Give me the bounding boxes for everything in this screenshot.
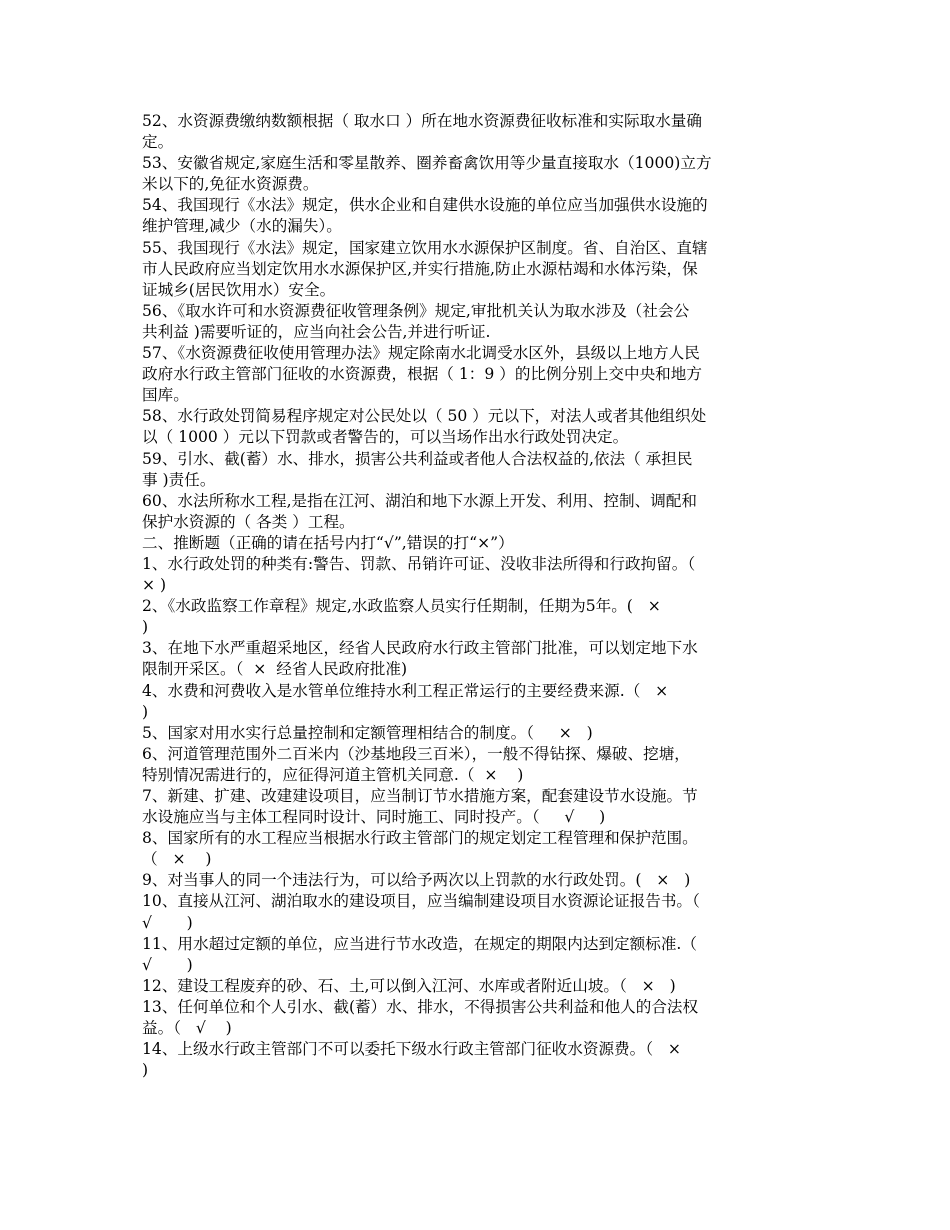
- question-item: [142, 934, 814, 976]
- text-line: 水设施应当与主体工程同时设计、同时施工、同时投产。（ √ ): [142, 808, 606, 827]
- question-item: [142, 596, 814, 638]
- question-item: [142, 638, 814, 680]
- text-line: （ × ): [142, 850, 212, 869]
- text-line: × ): [142, 576, 167, 595]
- question-item: [142, 723, 814, 744]
- text-line: 8、国家所有的水工程应当根据水行政主管部门的规定划定工程管理和保护范围。: [142, 829, 698, 848]
- text-line: 13、任何单位和个人引水、截(蓄）水、排水，不得损害公共利益和他人的合法权: [142, 997, 699, 1016]
- text-line: 益。（ √ ): [142, 1019, 232, 1038]
- text-line: 国库。: [142, 386, 189, 405]
- text-line: 政府水行政主管部门征收的水资源费，根据（ 1：9 ）的比例分别上交中央和地方: [142, 365, 702, 384]
- text-line: 定。: [142, 133, 174, 152]
- question-item: [142, 533, 814, 554]
- text-line: 7、新建、扩建、改建建设项目，应当制订节水措施方案，配套建设节水设施。节: [142, 787, 698, 805]
- text-line: 5、国家对用水实行总量控制和定额管理相结合的制度。（ × ): [142, 723, 593, 742]
- question-item: [142, 744, 814, 786]
- question-item: [142, 238, 814, 301]
- text-line: 11、用水超过定额的单位，应当进行节水改造，在规定的期限内达到定额标准.（: [142, 934, 697, 953]
- text-line: 60、水法所称水工程,是指在江河、湖泊和地下水源上开发、利用、控制、调配和: [142, 491, 697, 510]
- question-item: [142, 301, 814, 343]
- text-line: 10、直接从江河、湖泊取水的建设项目，应当编制建设项目水资源论证报告书。（: [142, 892, 700, 911]
- text-line: 58、水行政处罚简易程序规定对公民处以（ 50 ）元以下，对法人或者其他组织处: [142, 407, 707, 426]
- text-line: 事 )责任。: [142, 470, 216, 489]
- text-line: 57、《水资源费征收使用管理办法》规定除南水北调受水区外，县级以上地方人民: [142, 344, 700, 363]
- text-line: 保护水资源的（ 各类 ）工程。: [142, 512, 355, 531]
- text-line: 维护管理,减少（水的漏失）。: [142, 217, 342, 236]
- question-item: [142, 891, 814, 933]
- question-item: [142, 406, 814, 448]
- question-item: [142, 681, 814, 723]
- text-line: 二、推断题（正确的请在括号内打“√”,错误的打“×”）: [142, 533, 514, 552]
- text-line: 52、水资源费缴纳数额根据（ 取水口 ）所在地水资源费征收标准和实际取水量确: [142, 112, 702, 130]
- text-line: 以（ 1000 ）元以下罚款或者警告的，可以当场作出水行政处罚决定。: [142, 428, 629, 447]
- text-line: 证城乡(居民饮用水）安全。: [142, 280, 336, 299]
- question-item: [142, 153, 814, 195]
- question-item: [142, 491, 814, 533]
- text-line: 2、《水政监察工作章程》规定,水政监察人员实行任期制，任期为5年。( ×: [142, 597, 661, 616]
- question-item: [142, 195, 814, 237]
- text-line: ): [142, 618, 149, 637]
- document-body: [142, 111, 814, 1081]
- question-item: [142, 1039, 814, 1081]
- question-item: [142, 343, 814, 406]
- question-item: [142, 449, 814, 491]
- text-line: 59、引水、截(蓄）水、排水，损害公共利益或者他人合法权益的,依法（ 承担民: [142, 449, 693, 468]
- text-line: 特别情况需进行的，应征得河道主管机关同意.（ × ): [142, 765, 524, 784]
- text-line: 米以下的,免征水资源费。: [142, 175, 319, 194]
- text-line: 56、《取水许可和水资源费征收管理条例》规定,审批机关认为取水涉及（社会公: [142, 301, 690, 320]
- text-line: 3、在地下水严重超采地区，经省人民政府水行政主管部门批准，可以划定地下水: [142, 639, 698, 658]
- question-item: [142, 870, 814, 891]
- question-item: [142, 828, 814, 870]
- text-line: 共利益 )需要听证的，应当向社会公告,并进行听证.: [142, 322, 491, 341]
- text-line: 4、水费和河费收入是水管单位维持水利工程正常运行的主要经费来源.（ ×: [142, 681, 669, 700]
- text-line: √ ): [142, 913, 193, 932]
- text-line: √ ): [142, 955, 193, 974]
- question-item: [142, 997, 814, 1039]
- question-item: [142, 111, 814, 153]
- text-line: 限制开采区。（ × 经省人民政府批准): [142, 660, 408, 679]
- question-item: [142, 786, 814, 828]
- text-line: 市人民政府应当划定饮用水水源保护区,并实行措施,防止水源枯竭和水体污染，保: [142, 259, 698, 278]
- text-line: 53、安徽省规定,家庭生活和零星散养、圈养畜禽饮用等少量直接取水（1000)立方: [142, 154, 712, 173]
- text-line: 9、对当事人的同一个违法行为，可以给予两次以上罚款的水行政处罚。( × ): [142, 871, 691, 890]
- text-line: 1、水行政处罚的种类有:警告、罚款、吊销许可证、没收非法所得和行政拘留。（: [142, 554, 696, 573]
- text-line: ): [142, 702, 149, 721]
- text-line: 6、河道管理范围外二百米内（沙基地段三百米），一般不得钻探、爆破、挖塘，: [142, 744, 690, 763]
- text-line: 14、上级水行政主管部门不可以委托下级水行政主管部门征收水资源费。（ ×: [142, 1040, 681, 1059]
- text-line: 54、我国现行《水法》规定，供水企业和自建供水设施的单位应当加强供水设施的: [142, 196, 708, 215]
- text-line: ): [142, 1061, 149, 1080]
- text-line: 55、我国现行《水法》规定，国家建立饮用水水源保护区制度。省、自治区、直辖: [142, 238, 708, 257]
- question-item: [142, 554, 814, 596]
- text-line: 12、建设工程废弃的砂、石、土,可以倒入江河、水库或者附近山坡。（ × ): [142, 976, 676, 995]
- question-item: [142, 976, 814, 997]
